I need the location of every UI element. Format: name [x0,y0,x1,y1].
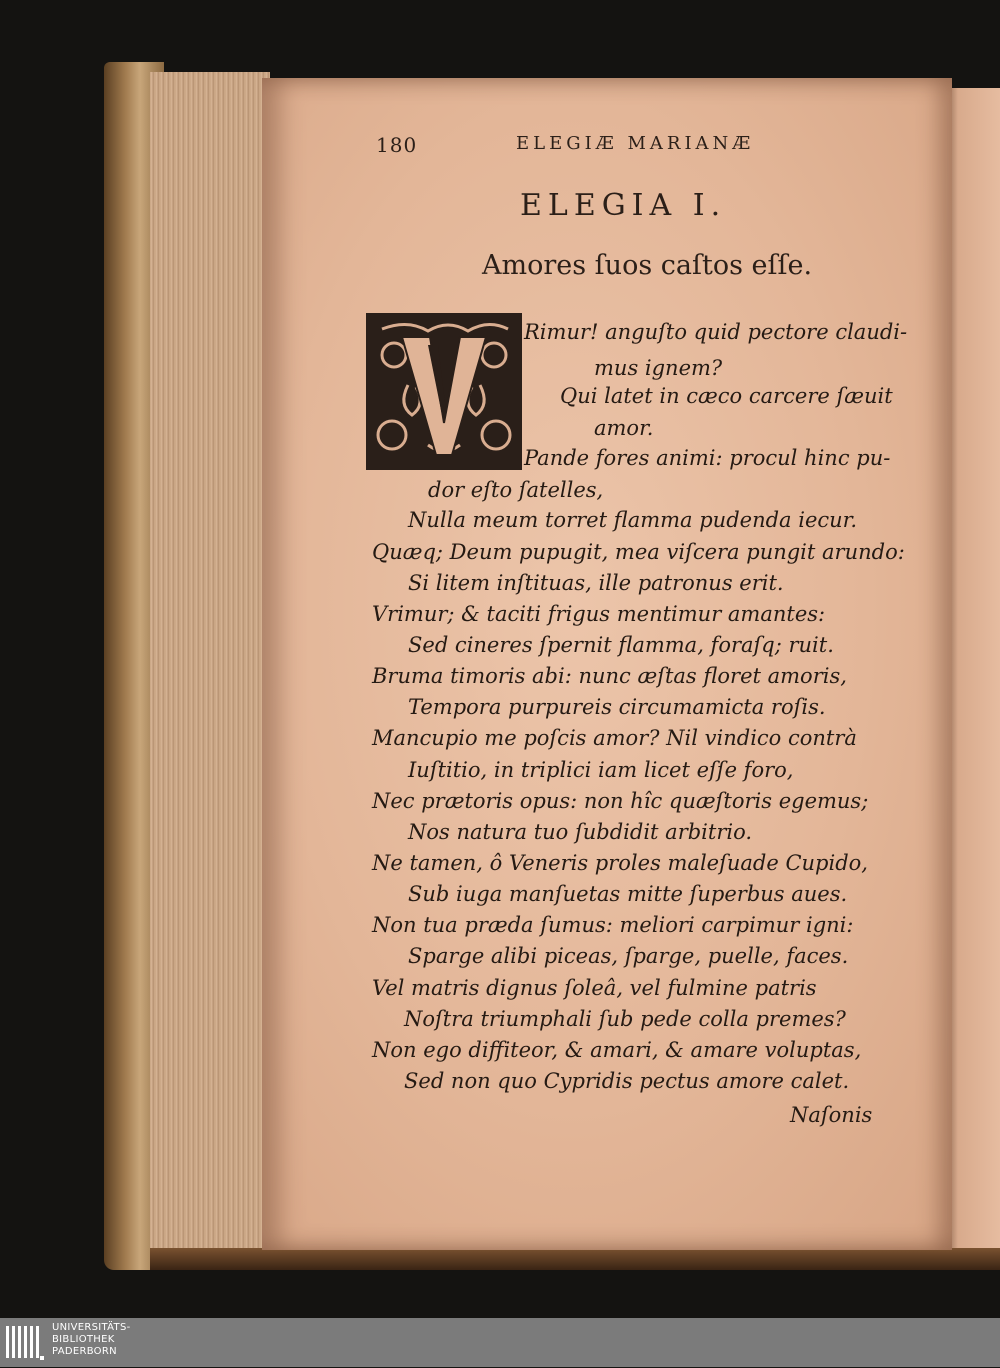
verse-line: Nos natura tuo ſubdidit arbitrio. [408,820,753,844]
library-logo-icon [4,1320,46,1364]
verse-line: Qui latet in cæco carcere ſæuit [560,384,893,408]
verse-line: Sed non quo Cypridis pectus amore calet. [404,1069,850,1093]
verse-line: Vrimur; & taciti frigus mentimur amantes: [372,602,826,626]
verse-line: Sed cineres ſpernit flamma, foraſq; ruit. [408,633,834,657]
catchword: Naſonis [790,1103,873,1127]
running-head: ELEGIÆ MARIANÆ [516,133,755,154]
verse-line: Iuſtitio, in triplici iam licet eſſe foro, [408,758,794,782]
library-name-line: BIBLIOTHEK [52,1334,115,1345]
verse-line: Vel matris dignus ſoleâ, vel fulmine patris [372,976,817,1000]
library-name-line: UNIVERSITÄTS- [52,1322,131,1333]
library-name-line: PADERBORN [52,1346,117,1357]
page-edges [150,72,270,1266]
verse-line: Rimur! anguſto quid pectore claudi- [524,320,908,344]
verse-line: dor eſto ſatelles, [428,478,604,502]
library-name [52,1322,252,1358]
elegy-subtitle: Amores ſuos caſtos eſſe. [482,250,813,281]
verse-line: Sub iuga manſuetas mitte ſuperbus aues. [408,882,848,906]
elegy-heading: ELEGIA I. [520,188,727,223]
verse-line: Nulla meum torret flamma pudenda iecur. [408,508,858,532]
verse-line: Noſtra triumphali ſub pede colla premes? [404,1007,846,1031]
verse-line: Non ego diffiteor, & amari, & amare voluptas, [372,1038,862,1062]
verse-line: Sparge alibi piceas, ſparge, puelle, faces. [408,944,849,968]
decorated-initial-v-icon [366,313,522,470]
verse-line: Tempora purpureis circumamicta roſis. [408,695,826,719]
verse-line: Non tua præda ſumus: meliori carpimur igni: [372,913,854,937]
verse-line: mus ignem? [594,356,723,380]
book-bottom-edge [150,1248,1000,1270]
verse-line: amor. [594,416,654,440]
verse-line: Mancupio me poſcis amor? Nil vindico contrà [372,726,857,750]
verse-line: Pande fores animi: procul hinc pu- [524,446,891,470]
verse-line: Quæq; Deum pupugit, mea viſcera pungit arundo: [372,540,905,564]
library-footer-bar [0,1318,1000,1367]
page-number: 180 [376,133,418,157]
verse-line: Ne tamen, ô Veneris proles maleſuade Cupido, [372,851,868,875]
verse-line: Bruma timoris abi: nunc æſtas floret amoris, [372,664,847,688]
verse-line: Si litem inſtituas, ille patronus erit. [408,571,784,595]
verse-line: Nec prætoris opus: non hîc quæſtoris egemus; [372,789,869,813]
